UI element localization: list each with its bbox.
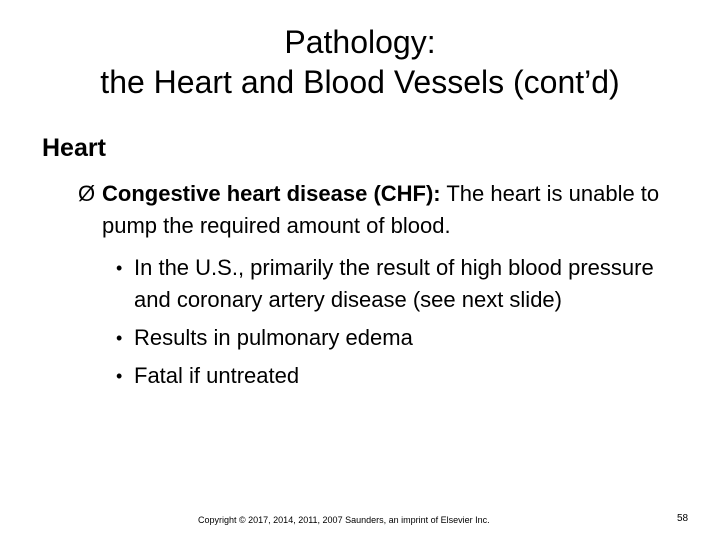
main-bullet-text bbox=[102, 178, 678, 242]
title-line-1: Pathology: bbox=[284, 24, 436, 60]
slide-title bbox=[20, 22, 700, 102]
sub-bullet-item bbox=[116, 360, 676, 392]
bullet-icon: • bbox=[116, 258, 123, 278]
sub-bullet-item bbox=[116, 322, 676, 354]
sub-bullet-list bbox=[116, 252, 676, 398]
sub-bullet-text: In the U.S., primarily the result of high blood pressure and coronary artery disease (see next slide) bbox=[134, 255, 654, 312]
title-line-2: the Heart and Blood Vessels (cont’d) bbox=[100, 64, 620, 100]
page-number: 58 bbox=[677, 513, 689, 524]
section-heading: Heart bbox=[42, 134, 106, 162]
bullet-icon: • bbox=[116, 366, 123, 386]
sub-bullet-text: Fatal if untreated bbox=[134, 363, 300, 388]
bullet-icon: • bbox=[116, 328, 123, 348]
main-bullet-term: Congestive heart disease (CHF): bbox=[102, 181, 441, 206]
main-bullet-definition: The heart is unable to pump the required amount of blood. bbox=[102, 181, 660, 238]
sub-bullet-text: Results in pulmonary edema bbox=[134, 325, 413, 350]
main-bullet bbox=[78, 178, 678, 242]
copyright-footer: Copyright © 2017, 2014, 2011, 2007 Saunders, an imprint of Elsevier Inc. bbox=[198, 515, 490, 525]
arrow-bullet-icon: Ø bbox=[78, 181, 96, 206]
sub-bullet-item bbox=[116, 252, 676, 316]
